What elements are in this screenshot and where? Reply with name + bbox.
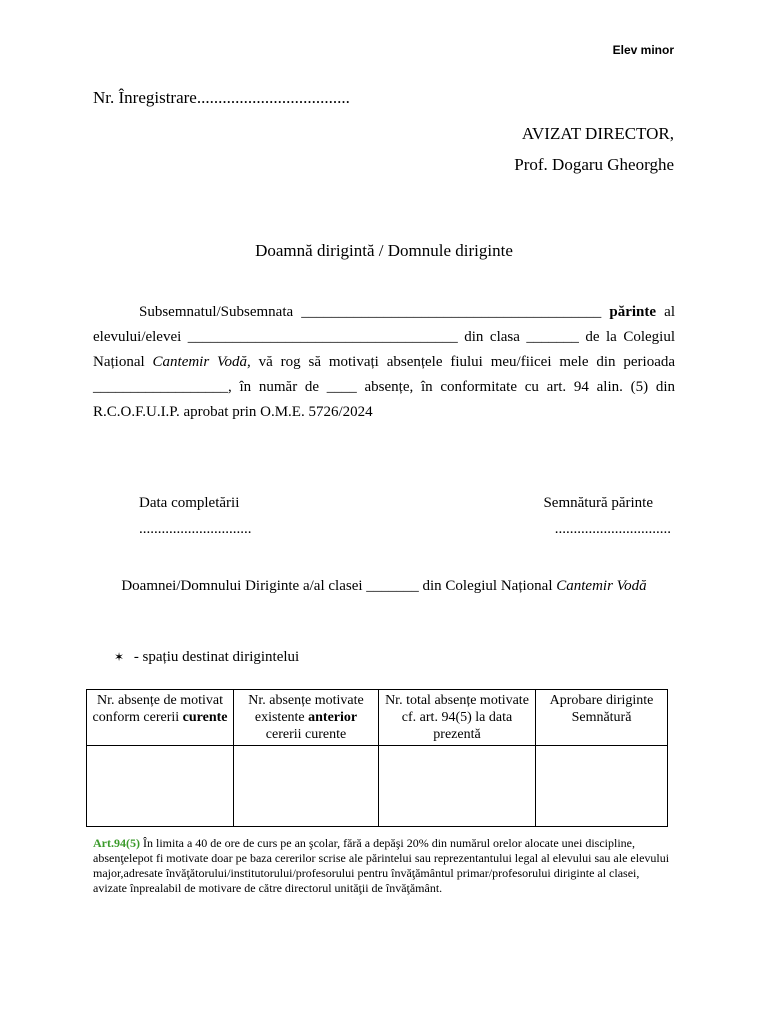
absences-table — [86, 689, 668, 827]
school-name: Cantemir Vodă — [152, 354, 248, 370]
approval-title: AVIZAT DIRECTOR, — [521, 124, 674, 143]
parent-signature-field: ............................... — [554, 521, 671, 537]
addressee-text: Doamnei/Domnului Diriginte a/al clasei _______ din Colegiul Național — [121, 578, 557, 594]
request-paragraph — [93, 300, 675, 425]
registration-number: Nr. Înregistrare.................................... — [93, 88, 350, 107]
header-cell-absences-current: Nr. absențe de motivat conform cererii curente — [87, 690, 234, 746]
article-reference: Art.94(5) — [93, 836, 140, 850]
date-label: Data completării — [139, 495, 240, 511]
document-tag: Elev minor — [612, 43, 674, 57]
salutation: Doamnă dirigintă / Domnule diriginte — [255, 241, 513, 260]
header-cell-approval: Aprobare diriginte Semnătură — [536, 690, 668, 746]
cell-approval[interactable] — [536, 746, 668, 827]
teacher-note-text: - spațiu destinat dirigintelui — [130, 649, 300, 665]
header-cell-absences-previous: Nr. absențe motivate existente anterior cererii curente — [234, 690, 379, 746]
addressee-school: Cantemir Vodă — [556, 578, 647, 594]
date-field: .............................. — [139, 521, 252, 537]
cell-total-absences[interactable] — [379, 746, 536, 827]
table-header-row — [87, 690, 668, 746]
teacher-note — [114, 649, 299, 666]
article-footnote — [93, 836, 673, 896]
para-parent-word: părinte — [609, 304, 657, 320]
cell-absences-current[interactable] — [87, 746, 234, 827]
para-part-3: , vă rog să motivați absențele fiului meu/fiicei mele din perioada __________________, în număr de ____ absențe, în conformitate cu art. 94 alin. (5) din R.C.O.F.U.I.P. aprobat prin O.M.E. 5726/2024 — [93, 354, 676, 420]
addressee-line — [0, 578, 768, 595]
para-part-2: al elevului/elevei ____________________________________ din clasa _______ de la Colegiul Național — [93, 304, 676, 370]
table-row — [87, 746, 668, 827]
para-part-1: Subsemnatul/Subsemnata ________________________________________ — [139, 304, 610, 320]
director-approval — [514, 118, 674, 180]
director-name: Prof. Dogaru Gheorghe — [514, 155, 674, 174]
header-cell-total-absences: Nr. total absențe motivate cf. art. 94(5) la data prezentă — [379, 690, 536, 746]
article-text: În limita a 40 de ore de curs pe an şcolar, fără a depăşi 20% din numărul orelor alocate unei discipline, absenţelepot fi motivate doar pe baza cererilor scrise ale părintelui sau reprezentantului legal al elevului sau ale elevului major,adresate învăţătorului/institutorului/profesorului pentru învăţământul primar/profesorului diriginte al clasei, avizate înprealabil de motivare de către directorul unităţii de învăţământ. — [93, 836, 670, 895]
cell-absences-previous[interactable] — [234, 746, 379, 827]
parent-signature-label: Semnătură părinte — [543, 495, 653, 511]
star-icon: ✶ — [114, 650, 125, 664]
